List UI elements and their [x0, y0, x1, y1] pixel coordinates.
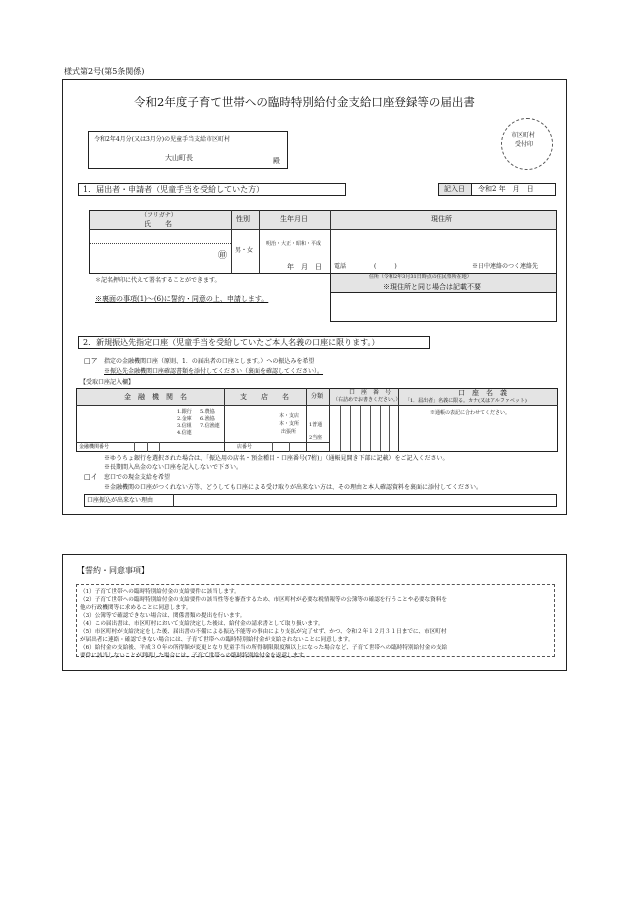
- option-a-text: 指定の金融機関口座（原則、1．の届出者の口座とします。）への振込みを希望: [104, 358, 315, 365]
- birthdate-ymd[interactable]: 年 月 日: [287, 263, 322, 271]
- bank-name-label: 金 融 機 関 名: [124, 393, 187, 401]
- holder-field[interactable]: [399, 418, 557, 451]
- pledge-item-2: （2）子育て世帯への臨時特別給付金の支給要件の該当性等を審査するため、市区町村が必要な税情報等の公簿等の確認を行うことや必要な資料を: [80, 597, 447, 603]
- reason-label: 口座振込が出来ない理由: [87, 497, 154, 504]
- pledge-item-4: （4）この届出書は、市区町村において支給決定した後は、給付金の請求書として取り扱います。: [80, 621, 324, 627]
- bank-type-2[interactable]: 2.金庫: [177, 416, 192, 422]
- pledge-item-1: （1）子育て世帯への臨時特別給付金の支給要件に該当します。: [80, 589, 240, 595]
- option-a-checkbox[interactable]: □ア: [84, 357, 98, 365]
- pledge-heading: 【誓約・同意事項】: [77, 566, 149, 575]
- phone-label: 電話: [334, 263, 347, 270]
- bank-name-field[interactable]: [77, 406, 172, 441]
- pledge-item-6: （6）給付金の支給後、平成３０年の所得額が変更となり児童手当の所得制限限度額以上になった場合など、子育て世帯への臨時特別給付金の支給: [80, 645, 448, 651]
- section1-heading: 1．届出者・申請者（児童手当を受給していた方）: [83, 185, 265, 194]
- branch-code-field[interactable]: [255, 442, 306, 452]
- account-number-note: （右詰めでお書きください。）: [333, 397, 401, 403]
- stamp-label-1: 市区町村: [511, 132, 536, 139]
- category-option-2[interactable]: 2当座: [309, 435, 323, 441]
- section2-heading: 2．新規振込先指定口座（児童手当を受給していたご本人名義の口座に限ります。）: [83, 338, 380, 347]
- birthdate-label: 生年月日: [280, 215, 308, 223]
- addressee-line1: 令和2年4月分(又は3月分)の児童手当支給市区町村: [94, 136, 231, 143]
- name-label: 氏 名: [144, 220, 172, 228]
- branch-field[interactable]: [225, 406, 277, 441]
- signature-note: ＊記名押印に代えて署名することができます。: [95, 277, 221, 284]
- pledge-item-6b: 要件に該当しないことが判明した場合には、子育て世帯への臨時特別給付金を返還します。: [80, 653, 309, 659]
- prev-address-field[interactable]: [330, 292, 557, 322]
- bank-type-3[interactable]: 3.信組: [177, 423, 192, 429]
- agreement-note: ※裏面の事項(1)～(6)に誓約・同意の上、申請します。: [95, 295, 269, 303]
- address-field[interactable]: [331, 230, 556, 260]
- form-title: 令和2年度子育て世帯への臨時特別給付金支給口座登録等の届出書: [134, 95, 475, 109]
- holder-note2: ※通帳の表記に合わせてください。: [430, 410, 511, 416]
- reason-field[interactable]: [174, 495, 556, 506]
- entry-date-label: 記入日: [444, 185, 465, 193]
- contact-note: ※日中連絡のつく連絡先: [472, 263, 539, 270]
- branch-type-2[interactable]: 本・支所: [279, 421, 300, 427]
- yucho-note: ※ゆうちょ銀行を選択された場合は、「振込用の店名・預金種目・口座番号(7桁)」（通帳見開き下部に記載）をご記入ください。: [104, 455, 449, 462]
- branch-type-1[interactable]: 本・支店: [279, 413, 300, 419]
- seal-mark: ㊞: [218, 251, 228, 261]
- bank-type-7[interactable]: 7.信漁連: [200, 423, 220, 429]
- prev-address-note: ※現住所と同じ場合は記載不要: [383, 283, 481, 291]
- pledge-item-5b: が届出者に連絡・確認できない場合には、子育て世帯への臨時特別給付金が支給されないことに同意します。: [80, 637, 354, 643]
- prev-address-label: 住所（令和2年3月31日時点の住民票所在地）: [369, 274, 472, 280]
- mayor-name: 大山町長: [165, 154, 193, 162]
- gender-label: 性別: [236, 215, 250, 223]
- account-number-label: 口 座 番 号: [349, 389, 392, 396]
- pledge-item-3: （3）公簿等で確認できない場合は、関係書類の提出を行います。: [80, 613, 246, 619]
- bank-code-label: 金融機関番号: [79, 444, 110, 450]
- gender-options[interactable]: 男・女: [235, 247, 254, 254]
- branch-type-3[interactable]: 出張所: [281, 429, 297, 435]
- category-option-1[interactable]: 1普通: [309, 422, 323, 428]
- option-i-sub: ※金融機関の口座がつくれない方等、どうしても口座による受け取りが出来ない方は、その理由と本人確認資料を裏面に添付してください。: [104, 484, 483, 491]
- category-label: 分類: [311, 393, 324, 400]
- option-a-sub: ※振込先金融機関口座確認書類を添付してください（裏面を確認してください）。: [104, 368, 324, 375]
- branch-label: 支 店 名: [240, 393, 289, 401]
- stamp-label-2: 受付印: [515, 141, 534, 148]
- form-number: 様式第2号(第5条関係): [64, 67, 145, 76]
- account-number-field[interactable]: [330, 406, 398, 451]
- option-i-text: 窓口での現金支給を希望: [104, 474, 171, 481]
- long-unused-note: ※長期間入出金のない口座を記入しないで下さい。: [104, 464, 243, 471]
- pledge-item-5: （5）市区町村が支給決定をした後、届出書の不備による振込不能等の事由により支払が完了せず、かつ、令和２年１２月３１日までに、市区町村: [80, 629, 447, 635]
- name-field[interactable]: [90, 244, 230, 273]
- account-heading: 【受取口座記入欄】: [80, 379, 135, 386]
- address-label: 現住所: [431, 215, 452, 223]
- era-options[interactable]: 明治・大正・昭和・平成: [266, 241, 322, 247]
- phone-field[interactable]: ( ): [374, 263, 397, 270]
- branch-code-label: 店番号: [237, 444, 253, 450]
- bank-type-5[interactable]: 5.農協: [200, 409, 215, 415]
- honorific: 殿: [273, 157, 280, 165]
- furigana-label: （フリガナ）: [141, 212, 177, 219]
- option-i-checkbox[interactable]: □イ: [84, 473, 98, 481]
- bank-code-field[interactable]: [122, 442, 172, 452]
- bank-type-6[interactable]: 6.漁協: [200, 416, 215, 422]
- bank-type-4[interactable]: 4.信連: [177, 430, 192, 436]
- entry-date-value: 令和2 年 月 日: [478, 185, 534, 193]
- bank-type-1[interactable]: 1.銀行: [177, 409, 192, 415]
- holder-note1: 「1．届出者」名義に限る。カナ(又はアルファベット): [405, 398, 527, 404]
- holder-label: 口 座 名 義: [458, 389, 507, 397]
- pledge-item-2b: 他の行政機関等に求めることに同意します。: [80, 605, 192, 611]
- furigana-field[interactable]: [90, 230, 230, 242]
